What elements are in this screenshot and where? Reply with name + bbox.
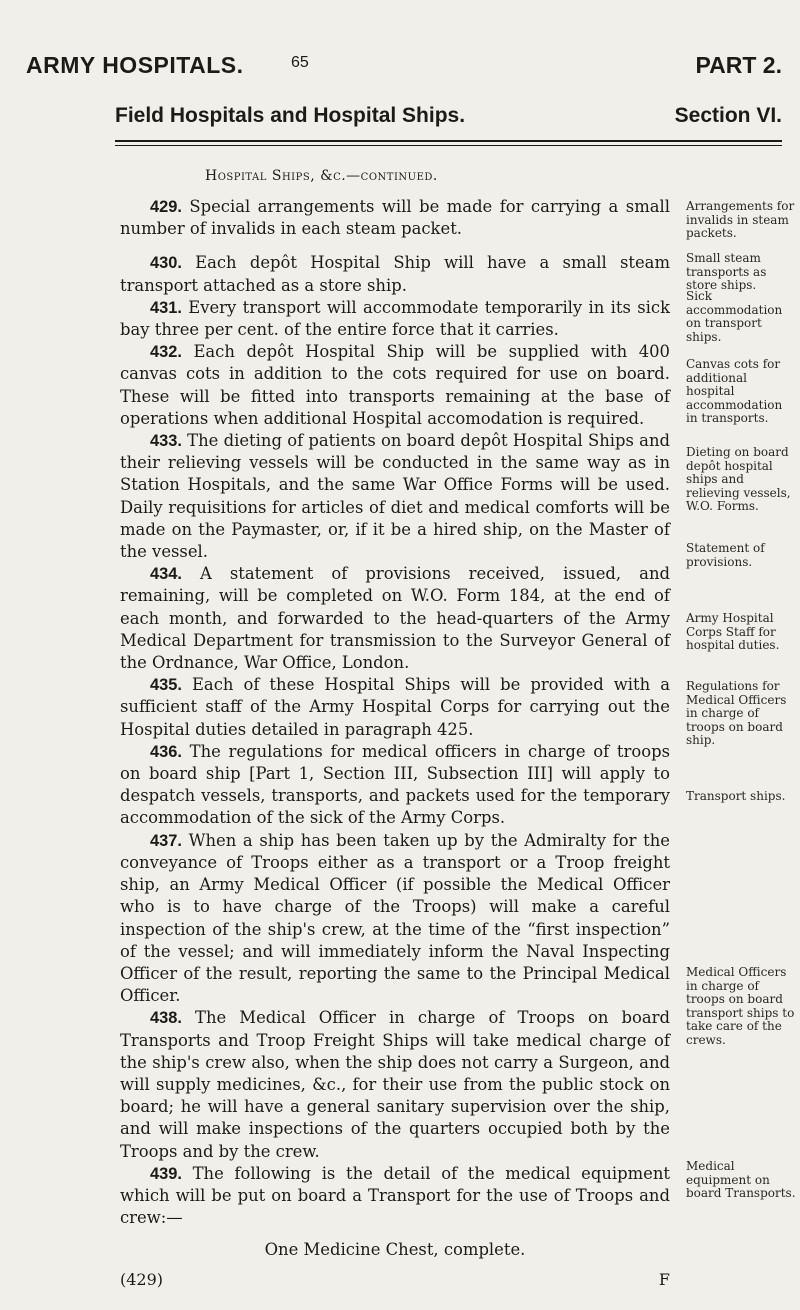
paragraph-437 xyxy=(120,830,670,1008)
page-footer xyxy=(120,1270,680,1294)
margin-note: Medical Officers in charge of troops on board transport ships to take care of the crews. xyxy=(686,965,795,1047)
paragraph-text: Every transport will accommodate temporarily in its sick bay three per cent. of the entire force that it carries. xyxy=(120,297,670,340)
margin-note: Arrangements for invalids in steam packets. xyxy=(686,199,795,240)
paragraph-number: 436. xyxy=(150,742,182,761)
paragraph-number: 438. xyxy=(150,1009,182,1028)
paragraph-number: 434. xyxy=(150,565,182,584)
paragraph-438 xyxy=(120,1007,670,1162)
paragraph-429 xyxy=(120,196,670,240)
paragraph-text: A statement of provisions received, issued, and remaining, will be completed on W.O. Form 184, at the end of each month, and forwarded to the head-quarters of the Army Medical Department for transmission to the Surveyor General of the Ordnance, War Office, London. xyxy=(120,564,670,673)
paragraph-text: Each of these Hospital Ships will be provided with a sufficient staff of the Army Hospital Corps for carrying out the Hospital duties detailed in paragraph 425. xyxy=(120,675,671,739)
paragraph-436 xyxy=(120,741,670,830)
signature-mark: (429) xyxy=(120,1270,164,1289)
margin-note: Canvas cots for additional hospital accommodation in transports. xyxy=(686,357,783,425)
paragraph-text: Special arrangements will be made for carrying a small number of invalids in each steam packet. xyxy=(120,197,670,239)
header-rule-thin xyxy=(115,145,782,146)
header-rule xyxy=(115,140,782,142)
paragraph-number: 431. xyxy=(150,298,182,317)
margin-note: Regulations for Medical Officers in charge of troops on board ship. xyxy=(686,679,787,747)
section-title: Field Hospitals and Hospital Ships. xyxy=(115,104,466,127)
header-part: PART 2. xyxy=(695,52,782,78)
paragraph-number: 439. xyxy=(150,1164,182,1183)
paragraph-number: 437. xyxy=(150,831,182,850)
paragraph-number: 432. xyxy=(150,343,182,362)
continued-heading: Hospital Ships, &c.—continued. xyxy=(205,168,438,184)
paragraph-text: The following is the detail of the medical equipment which will be put on board a Transport for the use of Troops and crew:— xyxy=(120,1163,670,1228)
margin-note: Statement of provisions. xyxy=(686,541,765,569)
paragraph-number: 435. xyxy=(150,676,182,695)
gathering-letter: F xyxy=(658,1270,670,1289)
paragraph-439 xyxy=(120,1163,670,1230)
margin-note: Medical equipment on board Transports. xyxy=(686,1159,796,1200)
paragraph-number: 429. xyxy=(150,198,182,216)
paragraph-435 xyxy=(120,674,670,741)
margin-note: Sick accommodation on transport ships. xyxy=(686,289,783,344)
paragraph-text: Each depôt Hospital Ship will have a small steam transport attached as a store ship. xyxy=(120,253,670,295)
margin-note: Transport ships. xyxy=(686,789,786,803)
margin-note: Dieting on board depôt hospital ships and relieving vessels, W.O. Forms. xyxy=(686,445,791,513)
paragraph-text: The dieting of patients on board depôt Hospital Ships and their relieving vessels will be conducted in the same way as in Station Hospitals, and the same War Office Forms will be used. Daily requisitions for articles of diet and medical comforts will be made on the Paymaster, or, if it be a hired ship, on the Master of the vessel. xyxy=(120,431,670,562)
paragraph-text: The Medical Officer in charge of Troops on board Transports and Troop Freight Ships will take medical charge of the ship's crew also, when the ship does not carry a Surgeon, and will supply medicines, &c., for their use from the public stock on board; he will have a general sanitary supervision over the ship, and will make inspections of the quarters occupied both by the Troops and by the crew. xyxy=(120,1008,670,1161)
paragraph-number: 430. xyxy=(150,254,182,273)
margin-note: Small steam transports as store ships. xyxy=(686,251,767,292)
margin-note: Army Hospital Corps Staff for hospital duties. xyxy=(686,611,780,652)
running-header xyxy=(26,52,782,86)
page-number: 65 xyxy=(291,54,309,71)
section-header xyxy=(115,100,782,134)
body-text xyxy=(120,196,670,1262)
paragraph-text: Each depôt Hospital Ship will be supplied with 400 canvas cots in addition to the cots required for use on board. These will be fitted into transports remaining at the base of operations when additional Hospital accomodation is required. xyxy=(120,342,670,428)
paragraph-431 xyxy=(120,297,670,341)
list-item: One Medicine Chest, complete. xyxy=(264,1240,526,1260)
paragraph-432 xyxy=(120,341,670,430)
paragraph-433 xyxy=(120,430,670,563)
paragraph-434 xyxy=(120,563,670,674)
paragraph-number: 433. xyxy=(150,432,182,451)
paragraph-text: The regulations for medical officers in charge of troops on board ship [Part 1, Section III, Subsection III] will apply to despatch vessels, transports, and packets used for the temporary accommodation of the sick of the Army Corps. xyxy=(120,741,670,828)
paragraph-430 xyxy=(120,252,670,296)
section-number: Section VI. xyxy=(674,104,782,127)
paragraph-text: When a ship has been taken up by the Admiralty for the conveyance of Troops either as a transport or a Troop freight ship, an Army Medical Officer (if possible the Medical Officer who is to have charge of the Troops) will make a careful inspection of the ship's crew, at the time of the “first inspection” of the vessel; and will immediately inform the Naval Inspecting Officer of the result, reporting the same to the Principal Medical Officer. xyxy=(120,830,670,1006)
header-title: ARMY HOSPITALS. xyxy=(26,52,244,78)
